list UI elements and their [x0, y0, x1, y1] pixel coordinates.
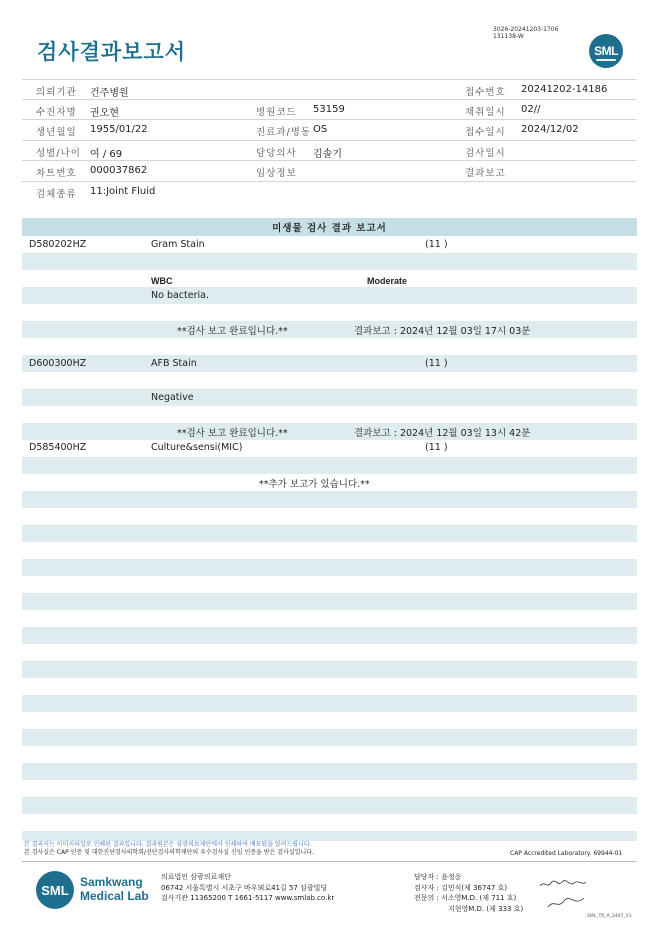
test-code: D600300HZ [29, 358, 87, 369]
sml-logo: SML [36, 871, 74, 909]
cap-accreditation: CAP Accredited Laboratory. 69944-01 [510, 850, 623, 857]
staff-specialist: 전문의 : 서소영M.D. (제 711 호) [414, 894, 517, 902]
stripe [22, 457, 637, 474]
stripe [22, 763, 637, 780]
footer-notice: 본 결과지는 이미지파일로 인쇄된 결과입니다. 결과원본은 삼광의료재단에서 인쇄하여 배포됨을 알려드립니다. 본 검사실은 CAP 인증 및 대한진단검사의학회/진단검사의학재단의 우수검사실 신임 인증을 받은 검사실입니다. [24, 841, 314, 856]
test-finding: Negative [151, 392, 194, 403]
signature-image [538, 878, 588, 890]
stripe [22, 355, 637, 372]
hospital-name: 건주병원 [90, 88, 129, 99]
test-count: (11 ) [425, 239, 448, 250]
stripe [22, 831, 637, 841]
doctor-name: 김솔기 [313, 148, 342, 160]
received-date: 2024/12/02 [521, 124, 579, 135]
lab-address-block: 의료법인 삼광의료재단 06742 서울특별시 서초구 바우뫼로41길 57 삼광빌딩 검사기관 11365200 T 1661-5117 www.smlab.co.kr [161, 873, 335, 902]
stripe [22, 797, 637, 814]
test-count: (11 ) [425, 442, 448, 453]
pending-notice: **추가 보고가 있습니다.** [259, 479, 370, 490]
test-code: D585400HZ [29, 442, 87, 453]
stripe [22, 389, 637, 406]
staff-tester: 검사자 : 김민식(제 36747 호) [414, 883, 508, 892]
stripe [22, 627, 637, 644]
report-time: 결과보고 : 2024년 12월 03일 13시 42분 [354, 428, 531, 439]
stripe [22, 729, 637, 746]
stripe [22, 287, 637, 304]
lab-name: Samkwang Medical Lab [80, 875, 149, 903]
date-of-birth: 1955/01/22 [90, 124, 148, 135]
stripe [22, 695, 637, 712]
test-name: AFB Stain [151, 358, 197, 369]
document-number: 3026-20241203-1706 131138-W [493, 26, 559, 40]
stripe [22, 525, 637, 542]
info-row: 검체종류 11:Joint Fluid [36, 185, 156, 200]
info-row: 성별/나이 여 / 69 담당의사 김솔기 검사일시 [22, 141, 637, 162]
stripe [22, 661, 637, 678]
divider [22, 861, 637, 862]
info-row: 수진자명 권오현 병원코드 53159 채취일시 02// [22, 100, 637, 121]
stripe [22, 559, 637, 576]
chart-number: 000037862 [90, 165, 148, 176]
report-complete: **검사 보고 완료입니다.** [177, 326, 288, 337]
staff-manager: 담당자 : 윤정응 [414, 873, 462, 881]
wbc-value: Moderate [367, 276, 408, 286]
test-name: Gram Stain [151, 239, 205, 250]
results-section-header: 미생물 검사 결과 보고서 [22, 218, 637, 236]
report-complete: **검사 보고 완료입니다.** [177, 428, 288, 439]
patient-info-table [22, 79, 637, 202]
sml-logo: SML [589, 34, 623, 68]
info-row: 의뢰기관 건주병원 접수번호 20241202-14186 [22, 79, 637, 100]
test-finding: No bacteria. [151, 290, 209, 301]
info-row: 차트번호 000037862 임상정보 결과보고 [22, 161, 637, 182]
info-row: 생년월일 1955/01/22 진료과/병동 OS 접수일시 2024/12/02 [22, 120, 637, 141]
stripe [22, 321, 637, 338]
report-time: 결과보고 : 2024년 12월 03일 17시 03분 [354, 326, 531, 337]
specimen-type: 11:Joint Fluid [90, 185, 156, 197]
test-count: (11 ) [425, 358, 448, 369]
collected-date: 02// [521, 103, 541, 115]
test-name: Culture&sensi(MIC) [151, 442, 243, 453]
staff-specialist: 지현영M.D. (제 333 호) [448, 904, 524, 913]
form-code: SML_TR_A_2407_V1 [587, 914, 632, 919]
wbc-label: WBC [151, 276, 173, 286]
hospital-code: 53159 [313, 103, 345, 115]
signature-image [546, 895, 586, 911]
staff-block [414, 872, 523, 914]
stripe [22, 253, 637, 270]
stripe [22, 593, 637, 610]
sex-age: 여 / 69 [90, 148, 123, 160]
receipt-number: 20241202-14186 [521, 84, 608, 95]
department: OS [313, 124, 328, 135]
test-code: D580202HZ [29, 239, 87, 250]
report-title: 검사결과보고서 [37, 40, 187, 64]
patient-name: 권오현 [90, 107, 119, 119]
stripe [22, 423, 637, 440]
stripe [22, 491, 637, 508]
